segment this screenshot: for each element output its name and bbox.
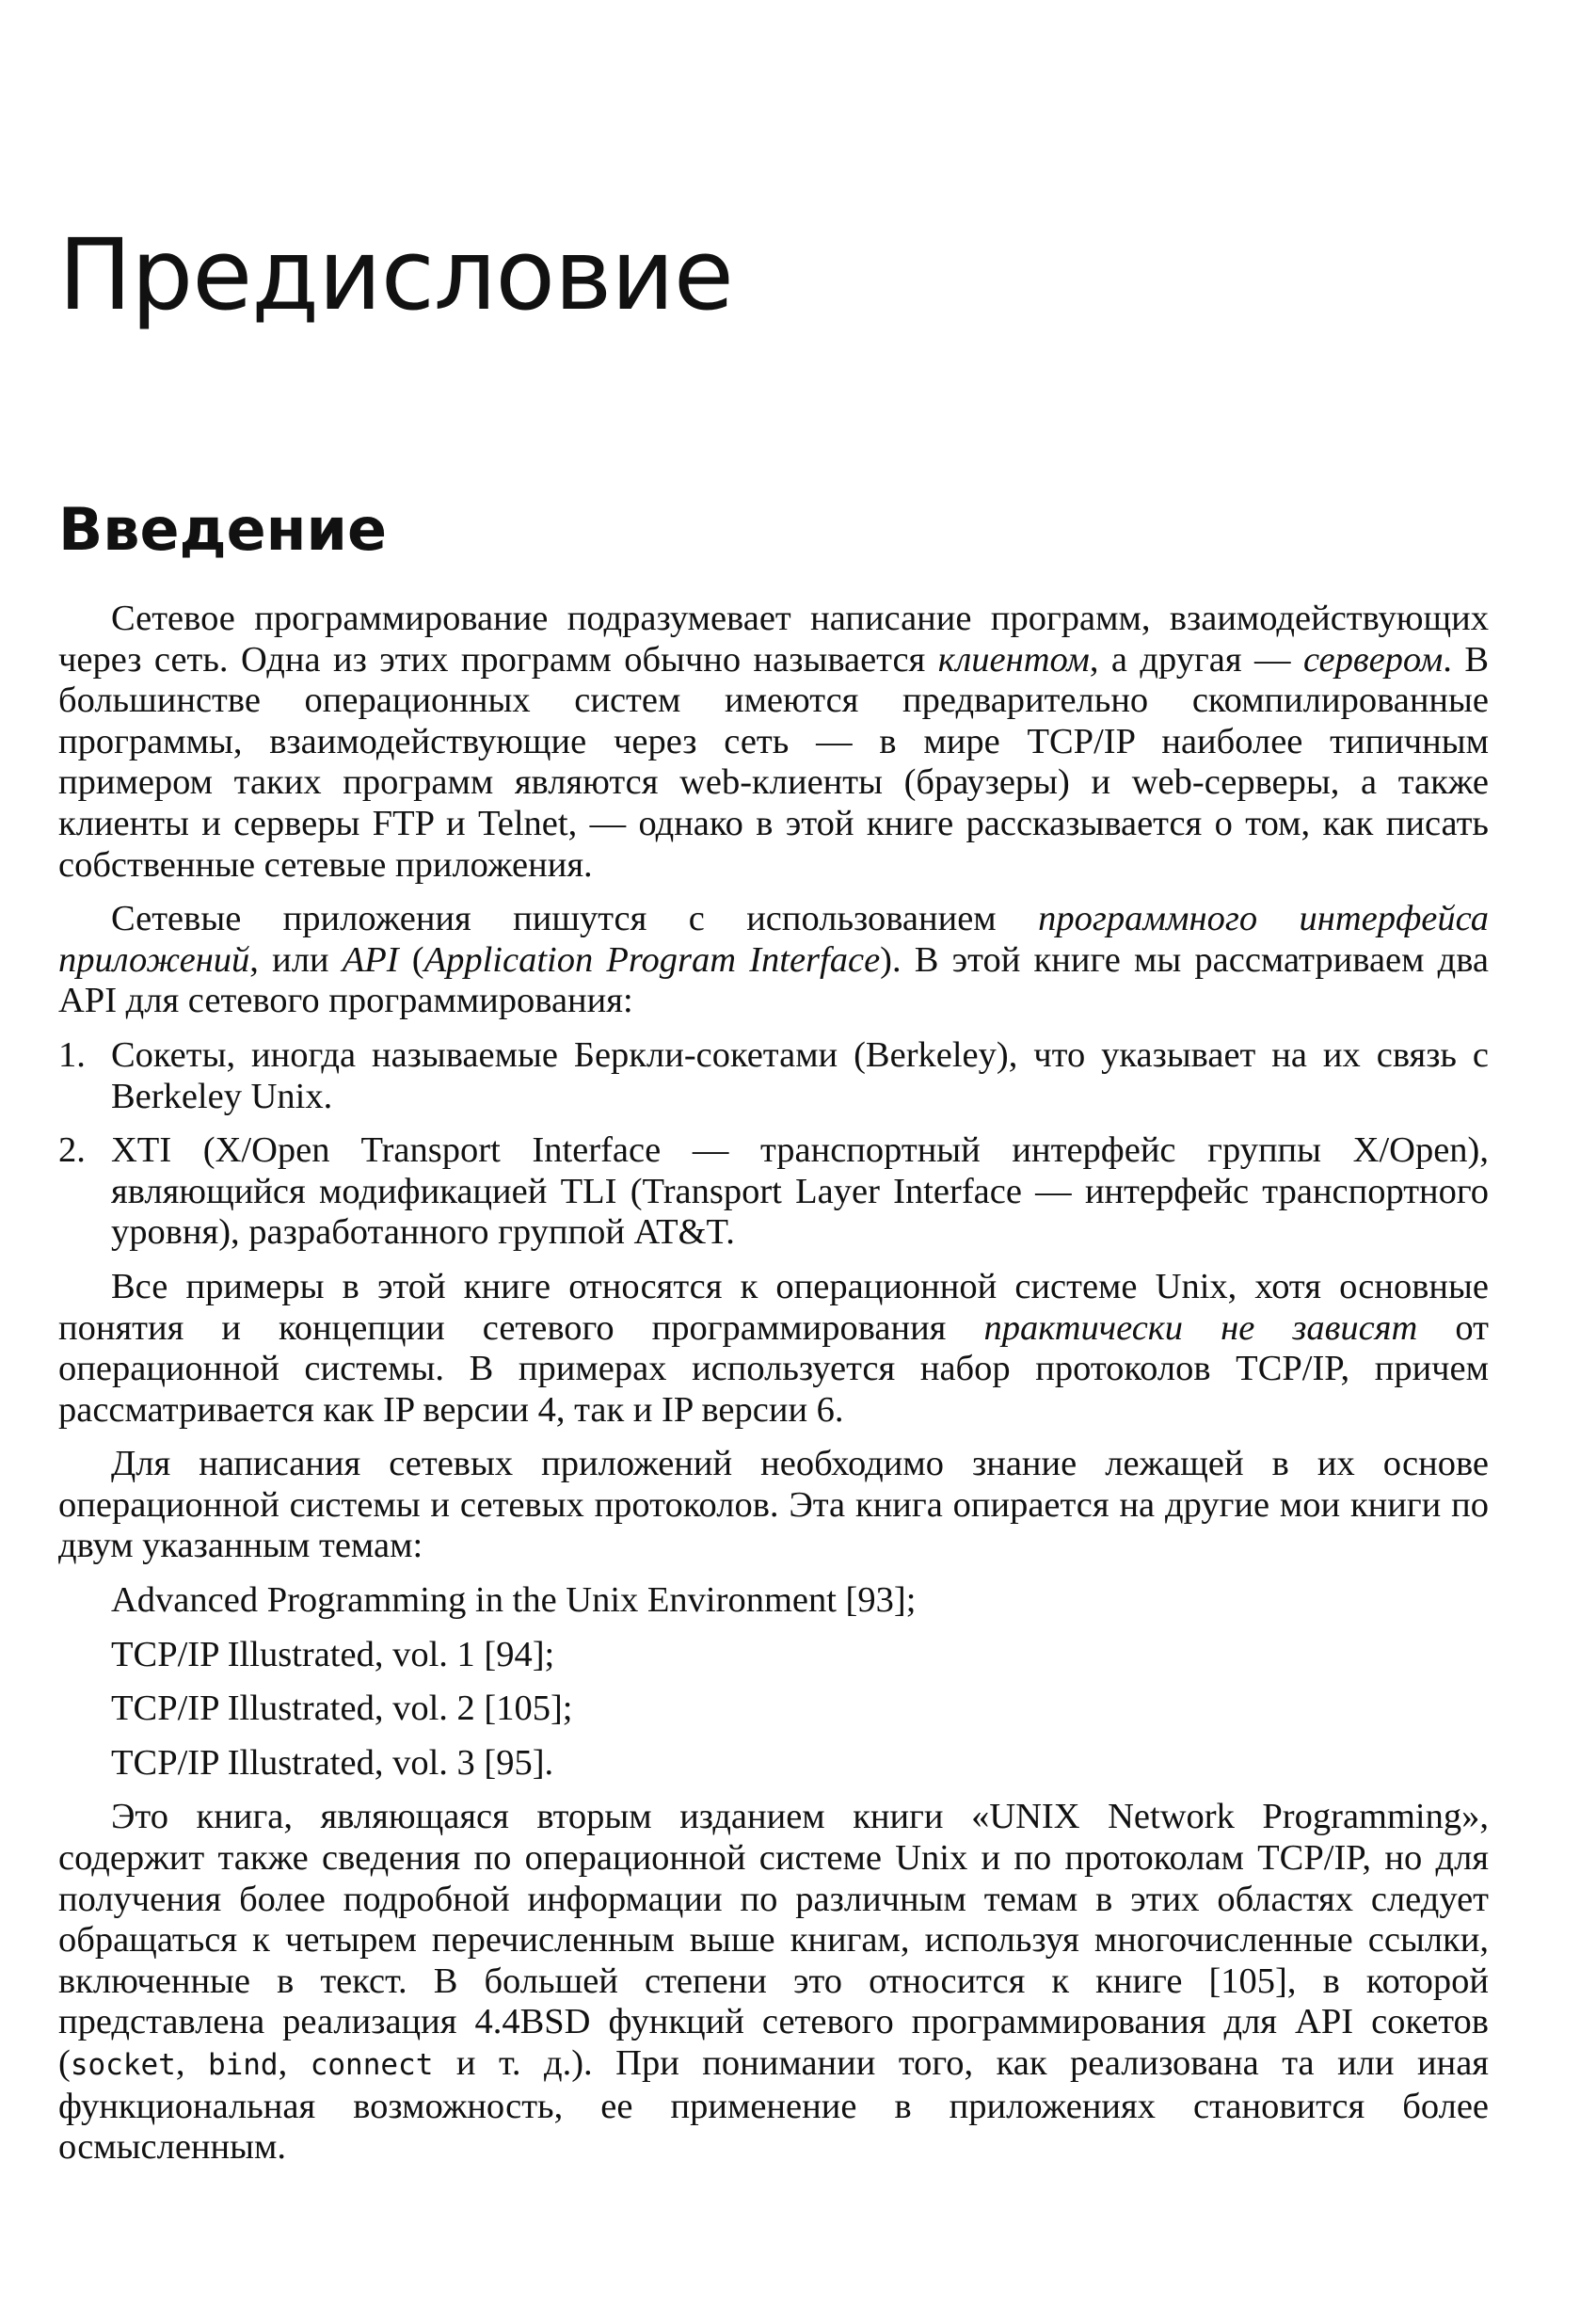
paragraph-examples — [58, 1267, 1489, 1431]
list-number: 1. — [58, 1034, 86, 1075]
text-run: Сетевое программирование подразумевает написание программ, взаимодействующих через сеть. Одна из этих программ обычно называется — [58, 599, 1489, 680]
text-run: ( — [398, 939, 424, 980]
text-run: , а другая — — [1089, 639, 1303, 680]
emphasis-term: практически не зависят — [983, 1307, 1418, 1348]
text-run: . В большинстве операционных систем имеются предварительно скомпилированные программы, взаимодействующие через сеть — в мире TCP/IP наиболее типичным примером таких программ являются web-клиенты (браузеры) и web-серверы, а также клиенты и серверы FTP и Telnet, — однако в этой книге рассказывается о том, как писать собственные сетевые приложения. — [58, 639, 1489, 885]
list-item — [58, 1130, 1489, 1254]
body-text — [58, 599, 1489, 2182]
text-run: Все примеры в этой книге относятся к операционной системе Unix, хотя основные понятия и концепции сетевого программирования — [58, 1266, 1489, 1348]
code-term: socket — [70, 2048, 176, 2082]
paragraph-second-edition — [58, 1797, 1489, 2168]
emphasis-term: Application Program Interface — [423, 939, 881, 980]
section-heading: Введение — [58, 495, 387, 564]
chapter-title: Предисловие — [58, 217, 733, 332]
text-run: ). В этой книге мы рассматриваем два API для сетевого программирования: — [58, 939, 1490, 1021]
text-run: , или — [249, 939, 343, 980]
reference-item: TCP/IP Illustrated, vol. 1 [94]; — [111, 1634, 555, 1674]
reference-list — [58, 1580, 1489, 1784]
text-run: , — [278, 2043, 311, 2083]
list-number: 2. — [58, 1130, 86, 1171]
list-item — [58, 1035, 1489, 1117]
list-item-text: XTI (X/Open Transport Interface — транспортный интерфейс группы X/Open), являющийся модификацией TLI (Transport Layer Interface — интерфейс транспортного уровня), разработанного группой AT&T. — [111, 1130, 1489, 1253]
text-run: Сетевые приложения пишутся с использованием — [111, 899, 1039, 939]
paragraph-intro — [58, 599, 1489, 886]
emphasis-term: программного интерфейса приложений — [58, 899, 1489, 980]
code-term: bind — [207, 2048, 279, 2082]
emphasis-term: API — [342, 939, 399, 980]
emphasis-term: сервером — [1302, 639, 1444, 680]
text-run: и т. д.). При понимании того, как реализована та или иная функциональная возможность, ее применение в приложениях становится более осмысленным. — [58, 2043, 1490, 2168]
list-item-text: Сокеты, иногда называемые Беркли-сокетами (Berkeley), что указывает на их связь с Berkeley Unix. — [111, 1034, 1489, 1116]
reference-item: Advanced Programming in the Unix Environment [93]; — [111, 1580, 917, 1621]
reference-item: TCP/IP Illustrated, vol. 2 [105]; — [111, 1689, 573, 1729]
reference-item: TCP/IP Illustrated, vol. 3 [95]. — [111, 1742, 554, 1783]
emphasis-term: клиентом — [937, 639, 1090, 680]
text-run: от операционной системы. В примерах используется набор протоколов TCP/IP, причем рассматривается как IP версии 4, так и IP версии 6. — [58, 1307, 1489, 1430]
text-run: , — [175, 2043, 208, 2083]
paragraph-api — [58, 899, 1489, 1022]
text-run: Это книга, являющаяся вторым изданием книги «UNIX Network Programming», содержит также сведения по операционной системе Unix и по протоколам TCP/IP, но для получения более подробной информации по различным темам в этих областях следует обращаться к четырем перечисленным выше книгам, используя многочисленные ссылки, включенные в текст. В большей степени это относится к книге [105], в которой представлена реализация 4.4BSD функций сетевого программирования для API сокетов ( — [58, 1797, 1489, 2083]
paragraph-prerequisites: Для написания сетевых приложений необходимо знание лежащей в их основе операционной системы и сетевых протоколов. Эта книга опирается на другие мои книги по двум указанным темам: — [58, 1444, 1489, 1566]
code-term: connect — [310, 2048, 434, 2082]
api-list — [58, 1035, 1489, 1254]
